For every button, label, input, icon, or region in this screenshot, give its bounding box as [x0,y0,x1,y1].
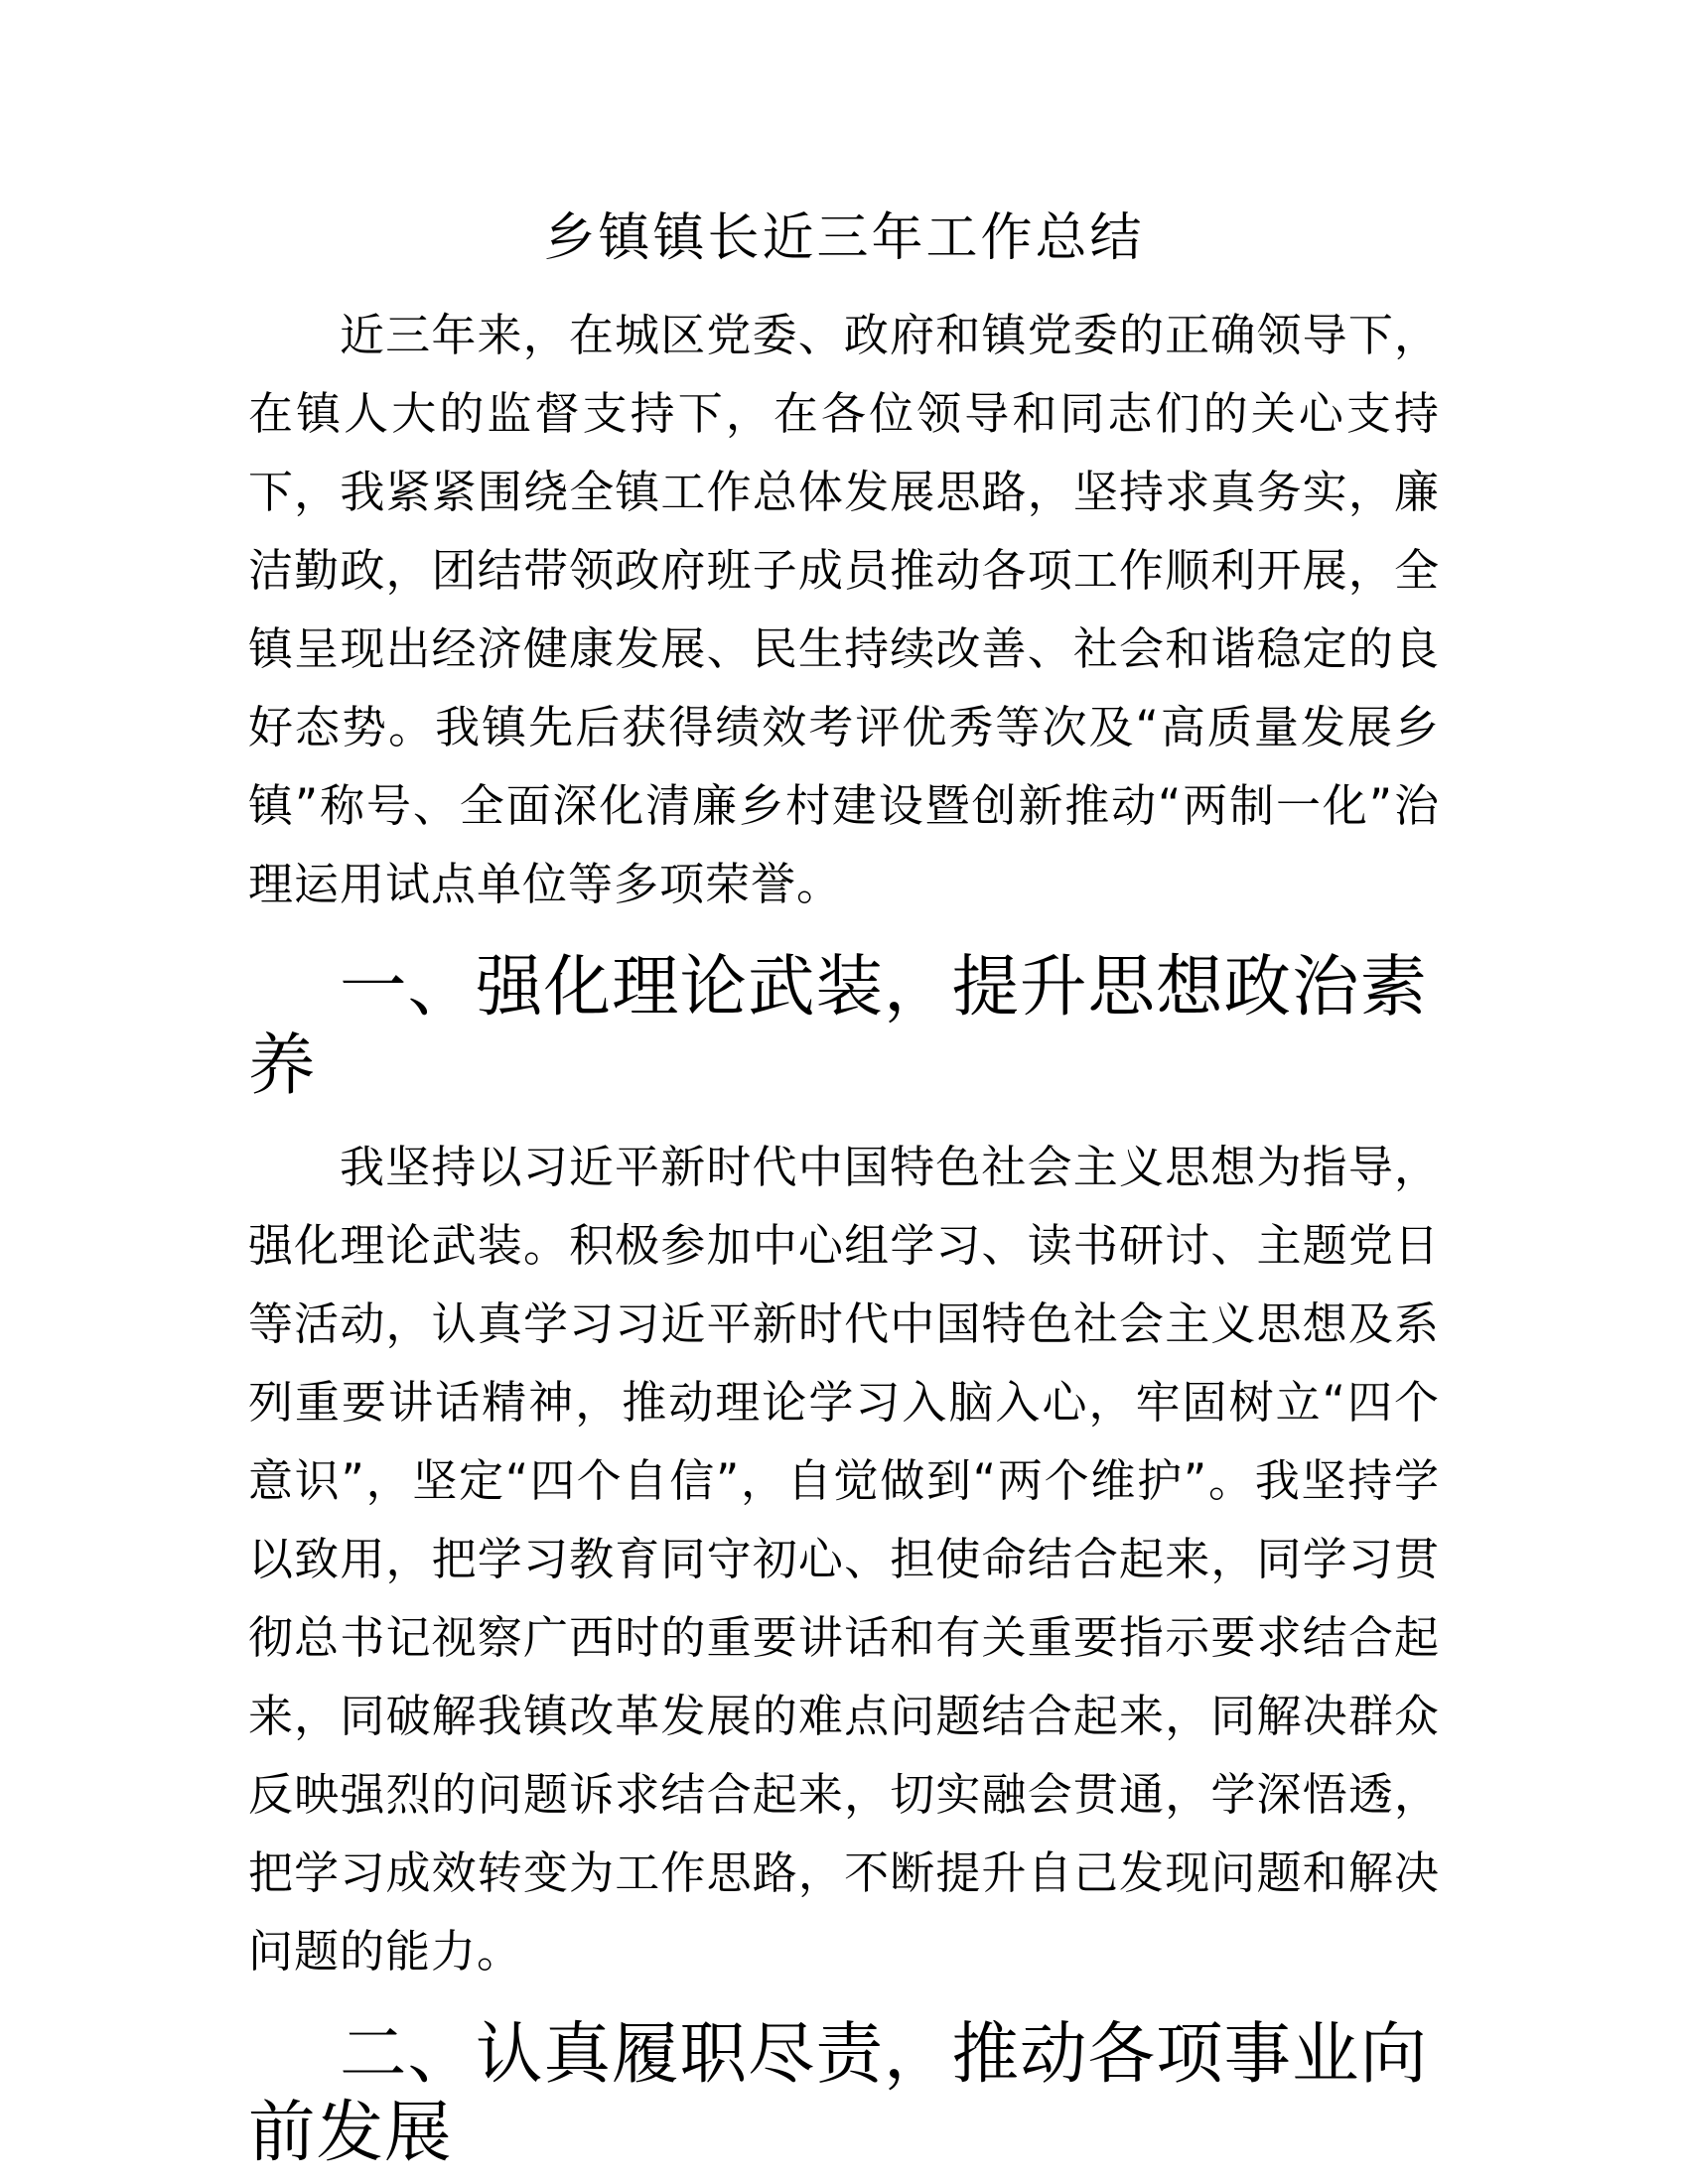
document-title: 乡镇镇长近三年工作总结 [543,208,1145,268]
section-heading-2: 二、认真履职尽责，推动各项事业向前发展 [248,2014,1429,2171]
intro-paragraph: 近三年来，在城区党委、政府和镇党委的正确领导下，在镇人大的监督支持下，在各位领导和同志们的关心支持下，我紧紧围绕全镇工作总体发展思路，坚持求真务实，廉洁勤政，团结带领政府班子成员推动各项工作顺利开展，全镇呈现出经济健康发展、民生持续改善、社会和谐稳定的良好态势。我镇先后获得绩效考评优秀等次及“高质量发展乡镇”称号、全面深化清廉乡村建设暨创新推动“两制一化”治理运用试点单位等多项荣誉。 [248,309,1440,910]
document-body [248,296,1440,2171]
section-heading-1: 一、强化理论武装，提升思想政治素养 [248,947,1429,1104]
section-1-paragraph: 我坚持以习近平新时代中国特色社会主义思想为指导，强化理论武装。积极参加中心组学习、读书研讨、主题党日等活动，认真学习习近平新时代中国特色社会主义思想及系列重要讲话精神，推动理论学习入脑入心，牢固树立“四个意识”，坚定“四个自信”，自觉做到“两个维护”。我坚持学以致用，把学习教育同守初心、担使命结合起来，同学习贯彻总书记视察广西时的重要讲话和有关重要指示要求结合起来，同破解我镇改革发展的难点问题结合起来，同解决群众反映强烈的问题诉求结合起来，切实融会贯通，学深悟透，把学习成效转变为工作思路，不断提升自己发现问题和解决问题的能力。 [248,1141,1440,1978]
